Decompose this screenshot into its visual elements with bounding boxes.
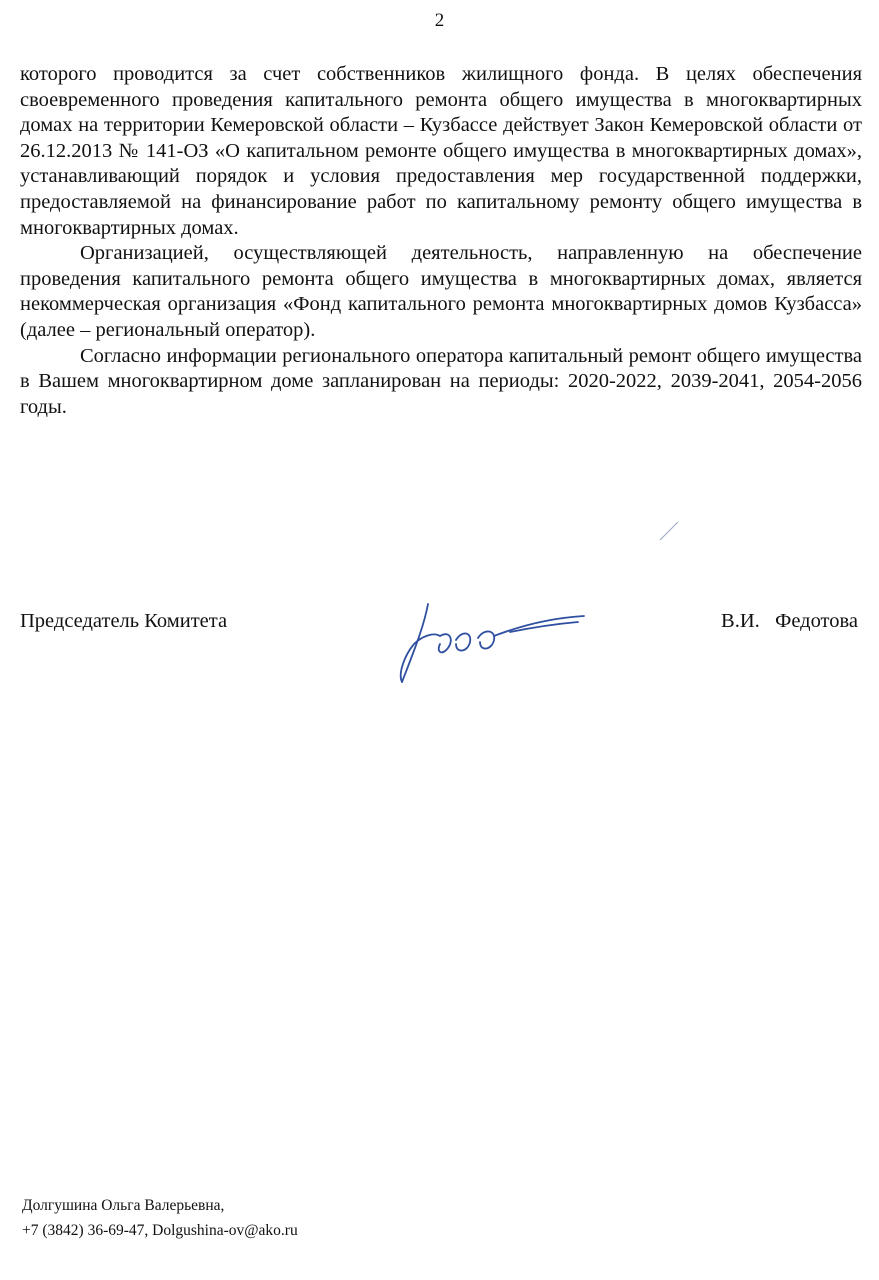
stray-pen-mark bbox=[658, 520, 682, 542]
paragraph-repair-periods: Согласно информации регионального оператора капитальный ремонт общего имущества в Вашем многоквартирном доме запланирован на периоды: 2020-2022, 2039-2041, 2054-2056 годы. bbox=[20, 344, 862, 418]
paragraph-continuation: которого проводится за счет собственников жилищного фонда. В целях обеспечения своевременного проведения капитального ремонта общего имущества в многоквартирных домах на территории Кемеровской области – Кузбассе действует Закон Кемеровской области от 26.12.2013 № 141-ОЗ «О капитальном ремонте общего имущества в многоквартирных домах», устанавливающий порядок и условия предоставления мер государственной поддержки, предоставляемой на финансирование работ по капитальному ремонту общего имущества в многоквартирных домах. bbox=[20, 63, 862, 239]
handwritten-signature bbox=[390, 596, 590, 691]
signature-block bbox=[20, 606, 860, 696]
signatory-name: В.И. Федотова bbox=[721, 610, 858, 632]
signatory-position: Председатель Комитета bbox=[20, 610, 228, 632]
contact-phone-email: +7 (3842) 36-69-47, Dolgushina-ov@ako.ru bbox=[22, 1222, 298, 1239]
contact-person: Долгушина Ольга Валерьевна, bbox=[22, 1197, 225, 1214]
letter-body bbox=[20, 62, 862, 420]
contact-info bbox=[22, 1193, 298, 1243]
paragraph-regional-operator: Организацией, осуществляющей деятельность, направленную на обеспечение проведения капитального ремонта общего имущества в многоквартирных домах, является некоммерческая организация «Фонд капитального ремонта многоквартирных домов Кузбасса» (далее – региональный оператор). bbox=[20, 242, 862, 341]
page-number: 2 bbox=[434, 10, 445, 31]
